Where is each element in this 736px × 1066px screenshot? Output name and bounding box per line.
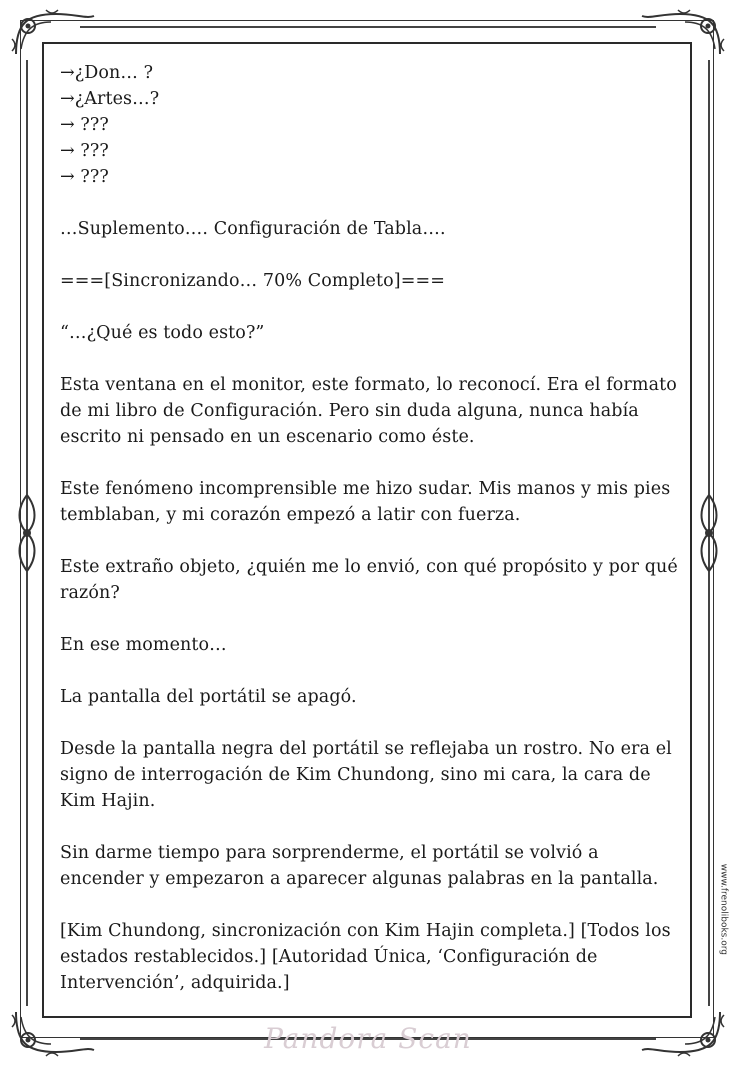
paragraph-6: Desde la pantalla negra del portátil se reflejaba un rostro. No era el signo de interrogación de Kim Chundong, sino mi cara, la cara de Kim Hajin. <box>60 739 672 811</box>
line-don: →¿Don… ? <box>60 63 154 83</box>
paragraph-8: [Kim Chundong, sincronización con Kim Hajin completa.] [Todos los estados restablecidos.] [Autoridad Única, ‘Configuración de Intervención’, adquirida.] <box>60 921 671 993</box>
document-body <box>60 60 682 996</box>
supplement-line: …Suplemento…. Configuración de Tabla…. <box>60 219 446 239</box>
sync-status-line: ===[Sincronizando… 70% Completo]=== <box>60 271 445 291</box>
line-unknown-1: → ??? <box>60 115 109 135</box>
line-artes: →¿Artes…? <box>60 89 160 109</box>
paragraph-4: En ese momento… <box>60 635 227 655</box>
paragraph-2: Este fenómeno incomprensible me hizo sudar. Mis manos y mis pies temblaban, y mi corazón empezó a latir con fuerza. <box>60 479 671 525</box>
watermark: Pandora Scan <box>264 1022 472 1055</box>
side-credit: www.frenoliboks.org <box>718 863 728 955</box>
paragraph-1: Esta ventana en el monitor, este formato, lo reconocí. Era el formato de mi libro de Configuración. Pero sin duda alguna, nunca había escrito ni pensado en un escenario como éste. <box>60 375 677 447</box>
paragraph-7: Sin darme tiempo para sorprenderme, el portátil se volvió a encender y empezaron a aparecer algunas palabras en la pantalla. <box>60 843 659 889</box>
side-ornament-left-icon <box>12 493 42 573</box>
paragraph-3: Este extraño objeto, ¿quién me lo envió, con qué propósito y por qué razón? <box>60 557 678 603</box>
line-unknown-2: → ??? <box>60 141 109 161</box>
top-frame-line <box>80 26 656 28</box>
side-ornament-right-icon <box>694 493 724 573</box>
line-unknown-3: → ??? <box>60 167 109 187</box>
question-line: “…¿Qué es todo esto?” <box>60 323 265 343</box>
paragraph-5: La pantalla del portátil se apagó. <box>60 687 357 707</box>
